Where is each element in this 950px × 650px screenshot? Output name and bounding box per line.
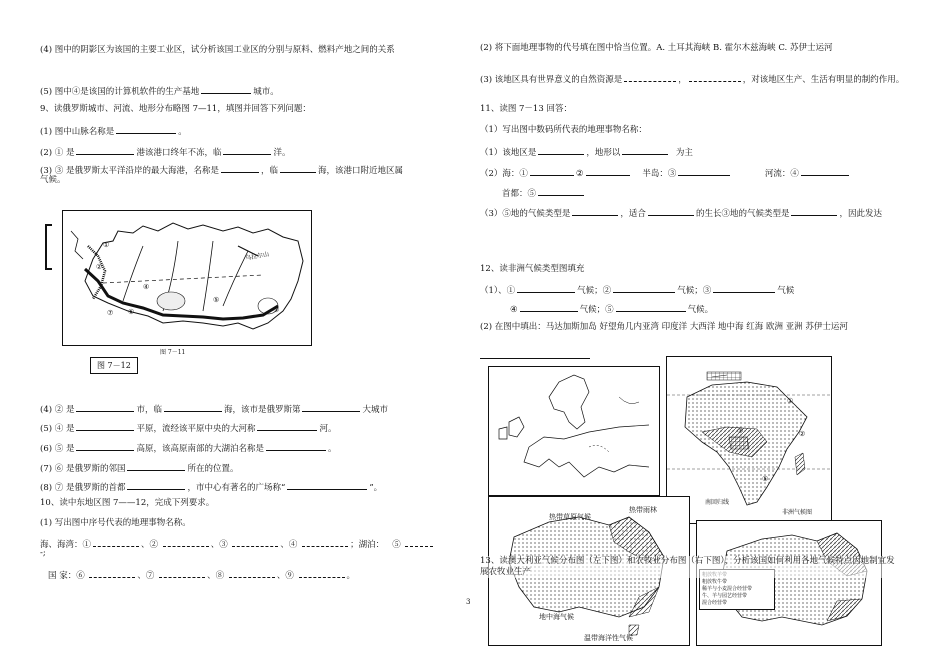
q10-title: 10、读中东地区图 7——12，完成下列要求。 (40, 498, 215, 508)
q12-title: 12、读非洲气候类型图填充 (480, 264, 585, 274)
blank[interactable] (302, 537, 348, 547)
q9-1: (1) 图中山脉名称是 。 (40, 124, 187, 138)
blank[interactable] (791, 206, 837, 216)
blank[interactable] (517, 283, 575, 293)
blank[interactable] (538, 186, 584, 196)
q9-3-cont: 气候。 (40, 175, 66, 185)
map-caption: 图 7－11 (160, 349, 186, 356)
aus-label-med: 地中海气候 (539, 613, 574, 621)
blank[interactable] (299, 568, 345, 578)
blank[interactable] (530, 166, 574, 176)
map-label-4: ④ (143, 283, 150, 291)
rule (480, 358, 590, 359)
q4-text: (4) 图中的阴影区为该国的主要工业区，试分析该国工业区的分别与原料、燃料产地之间的关系 (40, 45, 395, 55)
map-label-7: ⑦ (107, 309, 114, 317)
europe-map (488, 366, 660, 496)
aus-label-tropical: 热带草原气候 (549, 513, 591, 521)
q13: 13、读澳大利亚气候分布图（左下图）和农牧业分布图（右下图），分析该国如何利用各地气候特点因地制宜发展农牧业生产 (480, 556, 900, 578)
blank[interactable] (164, 402, 222, 412)
q12-2: (2) 在图中填出：马达加斯加岛 好望角几内亚湾 印度洋 大西洋 地中海 红海 欧洲 亚洲 苏伊士运河 (480, 322, 848, 332)
q10-2: (2) 将下面地理事物的代号填在图中恰当位置。A. 土耳其海峡 B. 霍尔木兹海峡 C. 苏伊士运河 (480, 43, 833, 53)
q12-1-cont: ④ 气候；⑤ 气候。 (510, 302, 713, 316)
map-label-5: ⑤ (213, 296, 220, 304)
bracket-mark (45, 224, 52, 270)
q9-5: (5) ④ 是 平原，流经该平原中央的大河称 河。 (40, 421, 336, 435)
blank[interactable] (648, 206, 694, 216)
blank[interactable] (76, 402, 134, 412)
blank[interactable] (76, 441, 134, 451)
blank[interactable] (223, 145, 271, 155)
blank[interactable] (201, 84, 251, 94)
blank[interactable] (257, 421, 317, 431)
blank[interactable] (538, 145, 584, 155)
map-label-2: ② (96, 263, 103, 271)
blank[interactable] (302, 402, 360, 412)
q12-1: （1）、① 气候；② 气候；③ 气候 (480, 283, 794, 297)
q5-text: (5) 图中④是该国的计算机软件的生产基地 城市。 (40, 84, 279, 98)
range-label: 乌拉尔山 (244, 250, 270, 263)
blank[interactable] (624, 72, 676, 82)
aus-label-rainforest: 热带雨林 (629, 506, 657, 514)
map-label-1: ① (103, 241, 110, 249)
map-label-3: ③ (273, 306, 280, 314)
blank[interactable] (116, 124, 176, 134)
aus-label-ocean: 温带海洋性气候 (584, 634, 633, 642)
q10-country: 国 家：⑥ 、⑦ 、⑧ 、⑨ 。 (48, 568, 355, 582)
blank[interactable] (127, 461, 185, 471)
blank[interactable] (89, 568, 135, 578)
q10-sea: 海、海湾：① 、② 、③ 、④ ；湖泊： ⑤ (40, 537, 435, 551)
q9-2: (2) ① 是 港该港口终年不冻，临 洋。 (40, 145, 290, 159)
blank[interactable] (586, 166, 630, 176)
blank[interactable] (616, 302, 686, 312)
page-number: 3 (466, 598, 471, 606)
africa-cancer-label: 南回归线 (705, 499, 730, 506)
q9-8: (8) ⑦ 是俄罗斯的首都 ，市中心有著名的广场称“ ”。 (40, 480, 382, 494)
blank[interactable] (159, 568, 205, 578)
blank[interactable] (287, 480, 367, 490)
russia-map (62, 210, 312, 346)
q10-sea-cont: -; (40, 548, 46, 558)
q9-3: (3) ③ 是俄罗斯太平洋沿岸的最大海港，名称是 ，临 海，该港口附近地区属 (40, 163, 403, 177)
blank[interactable] (622, 145, 668, 155)
blank[interactable] (280, 163, 316, 173)
blank[interactable] (689, 72, 741, 82)
q10-1: (1) 写出图中序号代表的地理事物名称。 (40, 518, 191, 528)
blank[interactable] (221, 163, 259, 173)
blank[interactable] (93, 537, 139, 547)
q9-title: 9、读俄罗斯城市、河流、地形分布略图 7—11，填图并回答下列问题： (40, 104, 311, 114)
q10-3: (3) 该地区具有世界意义的自然资源是 ， ，对该地区生产、生活有明显的制约作用。 (480, 72, 920, 86)
fig-7-12-label: 图 7－12 (90, 357, 138, 374)
blank[interactable] (572, 206, 618, 216)
blank[interactable] (229, 568, 275, 578)
africa-map: ① ③ ② ⑤ 南回归线 非洲气候图 (666, 356, 832, 524)
q11-2: （2）海：① ② 半岛：③ 河流：④ (480, 166, 851, 180)
blank[interactable] (713, 283, 775, 293)
map-label-6: ⑥ (128, 308, 135, 316)
blank[interactable] (520, 302, 578, 312)
blank[interactable] (163, 537, 209, 547)
agri-legend: 粗放牧牛带 稀羊与小麦混合经营带 牛、羊与园艺经营带 混合经营带 (699, 569, 775, 610)
blank[interactable] (232, 537, 278, 547)
blank[interactable] (678, 166, 730, 176)
blank[interactable] (76, 421, 134, 431)
q9-4: (4) ② 是 市，临 海，该市是俄罗斯第 大城市 (40, 402, 388, 416)
australia-agri-map (696, 520, 882, 646)
q11-3: （3）⑤地的气候类型是 ，适合 的生长③地的气候类型是 ，因此发达 (480, 206, 920, 220)
blank[interactable] (266, 441, 326, 451)
q11-title: 11、读图 7－13 回答： (480, 104, 572, 114)
blank[interactable] (76, 145, 134, 155)
q11-1-1: （1）该地区是 ，地形以 为主 (480, 145, 693, 159)
blank[interactable] (613, 283, 675, 293)
q9-6: (6) ⑤ 是 高原，该高原南部的大湖泊名称是 。 (40, 441, 336, 455)
blank[interactable] (127, 480, 185, 490)
blank[interactable] (405, 537, 433, 547)
q11-2-capital: 首都：⑤ (502, 186, 586, 200)
q11-1: （1）写出图中数码所代表的地理事物名称： (480, 125, 647, 135)
blank[interactable] (801, 166, 849, 176)
africa-caption: 非洲气候图 (782, 509, 813, 516)
q9-7: (7) ⑥ 是俄罗斯的邻国 所在的位置。 (40, 461, 238, 475)
